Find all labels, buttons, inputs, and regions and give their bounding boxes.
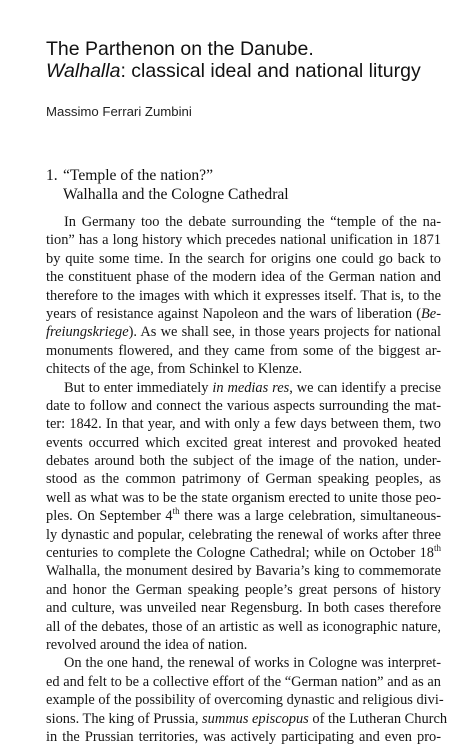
- text-line: ter: 1842. In that year, and with only a few days between them, two: [46, 416, 441, 433]
- text-line: [46, 323, 441, 341]
- italic-term: summus episcopus: [202, 710, 309, 727]
- text-line: ly dynastic and popular, celebrating the renewal of works after three: [46, 526, 441, 543]
- text-line: ed and felt to be a collective effort of the “German nation” and as an: [46, 673, 441, 690]
- text-fragment: ples. On September 4: [46, 508, 173, 525]
- text-fragment: of the Lutheran Church: [308, 710, 448, 727]
- text-line: [46, 544, 441, 562]
- text-line: all of the debates, those of an artistic as well as iconographic nature,: [46, 618, 441, 635]
- text-fragment: centuries to complete the Cologne Cathedral; while on October 18: [46, 545, 434, 562]
- title-line-1: The Parthenon on the Danube.: [46, 38, 314, 60]
- text-line: by quite some time. In the search for origins one could go back to: [46, 250, 441, 267]
- text-fragment: ). As we shall see, in those years projects for national: [128, 324, 441, 341]
- section-title-line-2: Walhalla and the Cologne Cathedral: [63, 186, 289, 203]
- text-line: events occurred which excited great interest and provoked heated: [46, 434, 441, 451]
- section-number: 1.: [46, 167, 58, 184]
- italic-term: in medias res: [212, 379, 290, 396]
- text-line: the constituent phase of the modern idea of the German nation and: [46, 269, 441, 286]
- text-line: Walhalla, the monument desired by Bavaria’s king to commemorate: [46, 563, 441, 580]
- text-line: therefore to the images with which it expresses itself. That is, to the: [46, 287, 441, 304]
- text-fragment: there was a large celebration, simultaneous-: [179, 508, 441, 525]
- text-line: tion” has a long history which precedes national unification in 1871: [46, 232, 441, 249]
- text-line: well as what was to be the state organism erected to unite those peo-: [46, 489, 441, 506]
- text-line: chitects of the age, from Schinkel to Klenze.: [46, 361, 303, 378]
- title-italic-walhalla: Walhalla: [46, 60, 121, 82]
- text-line: date to follow and connect the various aspects surrounding the mat-: [46, 397, 441, 414]
- text-line: in the Prussian territories, was actively participating and even pro-: [46, 728, 441, 745]
- text-line: monuments flowered, and they came from some of the biggest ar-: [46, 342, 441, 359]
- section-heading: [46, 166, 289, 204]
- article-title: [46, 38, 456, 82]
- title-subtitle: : classical ideal and national liturgy: [120, 60, 421, 82]
- text-line: example of the possibility of overcoming dynastic and religious divi-: [46, 692, 444, 709]
- text-line: [46, 305, 441, 323]
- italic-term: Be-: [421, 305, 441, 322]
- text-fragment: years of resistance against Napoleon and the wars of liberation (: [46, 305, 422, 322]
- text-line: debates around both the subject of the image of the nation, under-: [46, 453, 441, 470]
- text-line: and honor the German speaking people’s great persons of history: [46, 581, 441, 598]
- text-line: stood as the common patrimony of German speaking peoples, as: [46, 471, 441, 488]
- text-fragment: But to enter immediately: [64, 379, 213, 396]
- body-text: [46, 213, 448, 746]
- text-fragment: , we can identify a precise: [289, 379, 441, 396]
- text-fragment: sions. The king of Prussia,: [46, 710, 203, 727]
- superscript: th: [172, 506, 180, 517]
- text-line: revolved around the idea of nation.: [46, 636, 248, 653]
- superscript: th: [433, 543, 441, 554]
- text-line: and culture, was unveiled near Regensburg. In both cases therefore: [46, 600, 441, 617]
- section-title-line-1: “Temple of the nation?”: [63, 167, 214, 184]
- italic-term: freiungskriege: [46, 324, 129, 341]
- text-line: In Germany too the debate surrounding the “temple of the na-: [64, 214, 441, 230]
- author-name: Massimo Ferrari Zumbini: [46, 104, 192, 119]
- text-line: [46, 379, 441, 397]
- text-line: [46, 507, 441, 525]
- text-line: [46, 710, 448, 728]
- text-line: On the one hand, the renewal of works in Cologne was interpret-: [64, 655, 441, 672]
- title-line-2: [46, 60, 456, 82]
